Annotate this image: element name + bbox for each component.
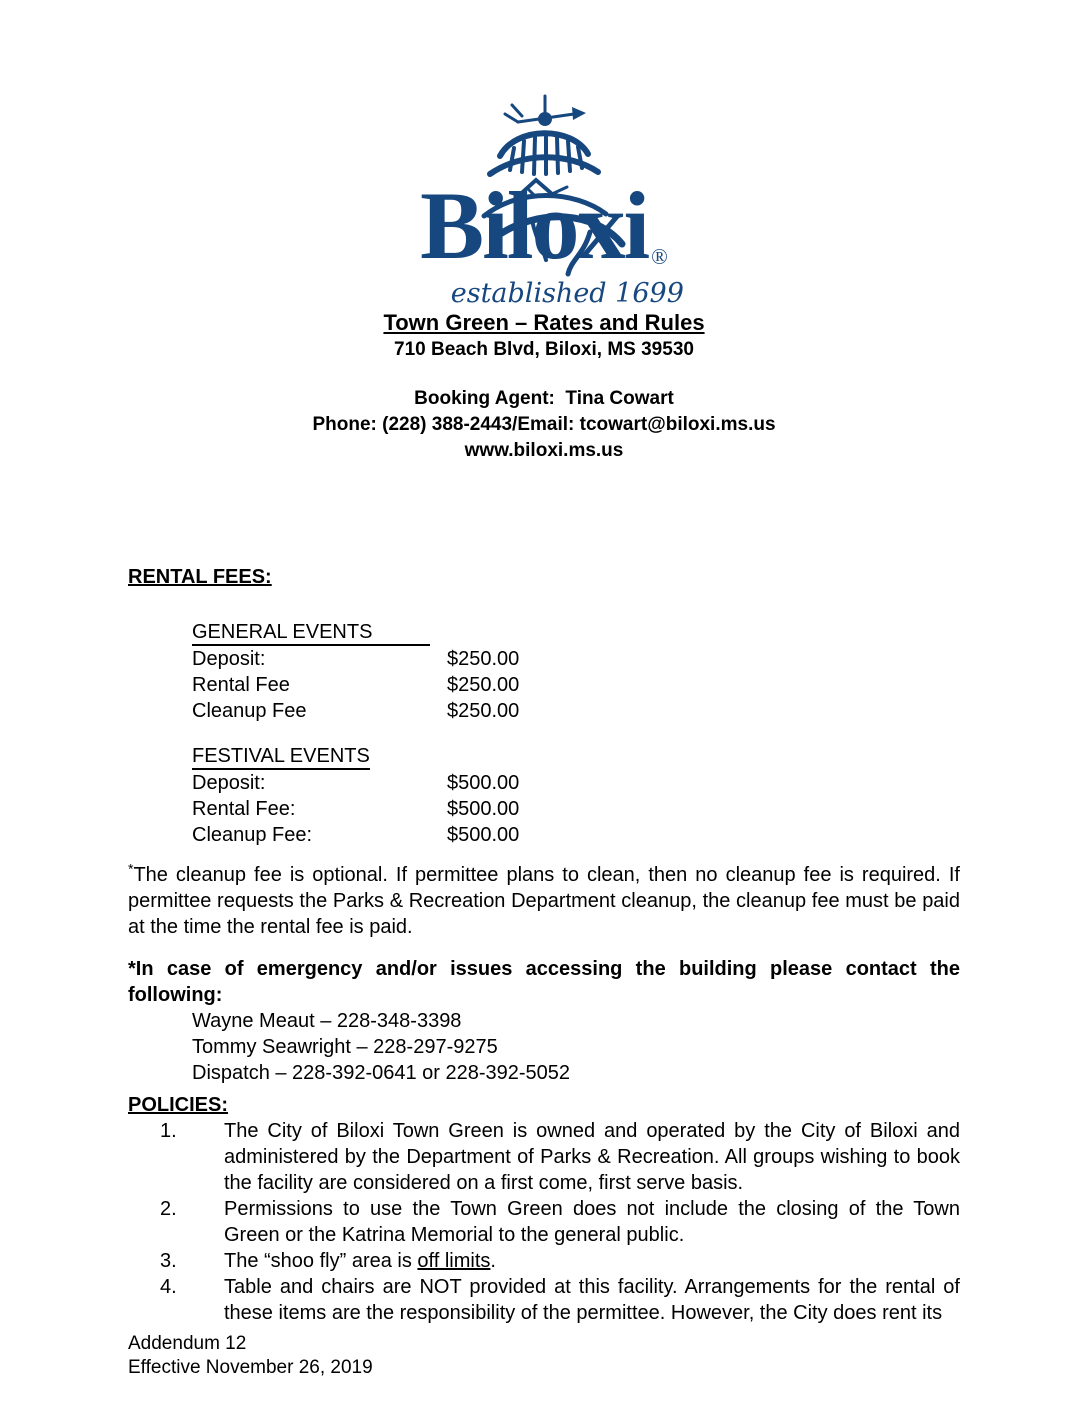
general-events-title: GENERAL EVENTS — [192, 620, 430, 646]
website-line: www.biloxi.ms.us — [464, 440, 624, 461]
rental-fees-heading: RENTAL FEES: — [128, 566, 272, 588]
fee-row — [192, 770, 960, 796]
fee-value: $250.00 — [447, 700, 520, 722]
policy-text-prefix: The “shoo fly” area is — [224, 1250, 418, 1272]
policy-text-suffix: . — [490, 1250, 496, 1272]
festival-events-title: FESTIVAL EVENTS — [192, 744, 370, 770]
booking-agent-line: Booking Agent: Tina Cowart — [414, 388, 674, 409]
fee-row — [192, 822, 960, 848]
booking-info — [128, 386, 960, 464]
fee-label: Deposit: — [192, 648, 266, 670]
contact-line: Dispatch – 228-392-0641 or 228-392-5052 — [192, 1062, 571, 1084]
contact-line: Wayne Meaut – 228-348-3398 — [192, 1010, 462, 1032]
fee-label: Rental Fee: — [192, 798, 296, 820]
document-title: Town Green – Rates and Rules — [383, 310, 705, 335]
policy-item — [128, 1274, 960, 1326]
phone-email-line: Phone: (228) 388-2443/Email: tcowart@biloxi.ms.us — [312, 414, 776, 435]
policy-text: Permissions to use the Town Green does not include the closing of the Town Green or the Katrina Memorial to the general public. — [224, 1198, 960, 1246]
addendum-line: Addendum 12 — [128, 1333, 247, 1354]
contact-line: Tommy Seawright – 228-297-9275 — [192, 1036, 498, 1058]
venue-address: 710 Beach Blvd, Biloxi, MS 39530 — [394, 339, 694, 360]
cleanup-note — [128, 862, 960, 940]
fee-label: Cleanup Fee — [192, 700, 307, 722]
fee-label: Cleanup Fee: — [192, 824, 313, 846]
fee-row — [192, 646, 960, 672]
policy-number: 1. — [160, 1120, 177, 1142]
fee-value: $250.00 — [447, 648, 520, 670]
fee-row — [192, 796, 960, 822]
policy-number: 4. — [160, 1276, 177, 1298]
effective-date-line: Effective November 26, 2019 — [128, 1357, 373, 1378]
fee-label: Rental Fee — [192, 674, 290, 696]
emergency-note: *In case of emergency and/or issues accessing the building please contact the following: — [128, 958, 960, 1006]
registered-trademark-symbol: ® — [651, 244, 668, 269]
brand-tagline: established 1699 — [450, 278, 684, 309]
policy-text: The City of Biloxi Town Green is owned and operated by the City of Biloxi and administered by the Department of Parks & Recreation. All groups wishing to book the facility are considered on a first come, first serve basis. — [224, 1120, 960, 1194]
footnote-asterisk: * — [128, 860, 134, 877]
fee-value: $500.00 — [447, 772, 520, 794]
page-footer — [128, 1332, 373, 1380]
fee-value: $500.00 — [447, 824, 520, 846]
policy-item — [128, 1248, 960, 1274]
festival-events-section — [192, 744, 960, 848]
general-events-section — [192, 620, 960, 724]
fee-row — [192, 672, 960, 698]
brand-name-text: Biloxi — [420, 172, 649, 279]
policy-item — [128, 1118, 960, 1196]
policy-text: Table and chairs are NOT provided at this facility. Arrangements for the rental of these items are the responsibility of the permittee. However, the City does rent its — [224, 1276, 960, 1324]
policies-heading: POLICIES: — [128, 1094, 229, 1116]
policy-text-underlined: off limits — [417, 1250, 491, 1272]
fee-value: $250.00 — [447, 674, 520, 696]
emergency-contacts — [192, 1008, 960, 1086]
fee-label: Deposit: — [192, 772, 266, 794]
policy-item — [128, 1196, 960, 1248]
fee-row — [192, 698, 960, 724]
fee-value: $500.00 — [447, 798, 520, 820]
policy-number: 3. — [160, 1250, 177, 1272]
policy-number: 2. — [160, 1198, 177, 1220]
cleanup-note-text: The cleanup fee is optional. If permittee plans to clean, then no cleanup fee is required. If permittee requests the Parks & Recreation Department cleanup, the cleanup fee must be paid at the time the rental fee is paid. — [128, 864, 960, 938]
biloxi-logo — [128, 92, 960, 308]
policy-text — [224, 1248, 960, 1274]
brand-wordmark — [128, 172, 960, 279]
